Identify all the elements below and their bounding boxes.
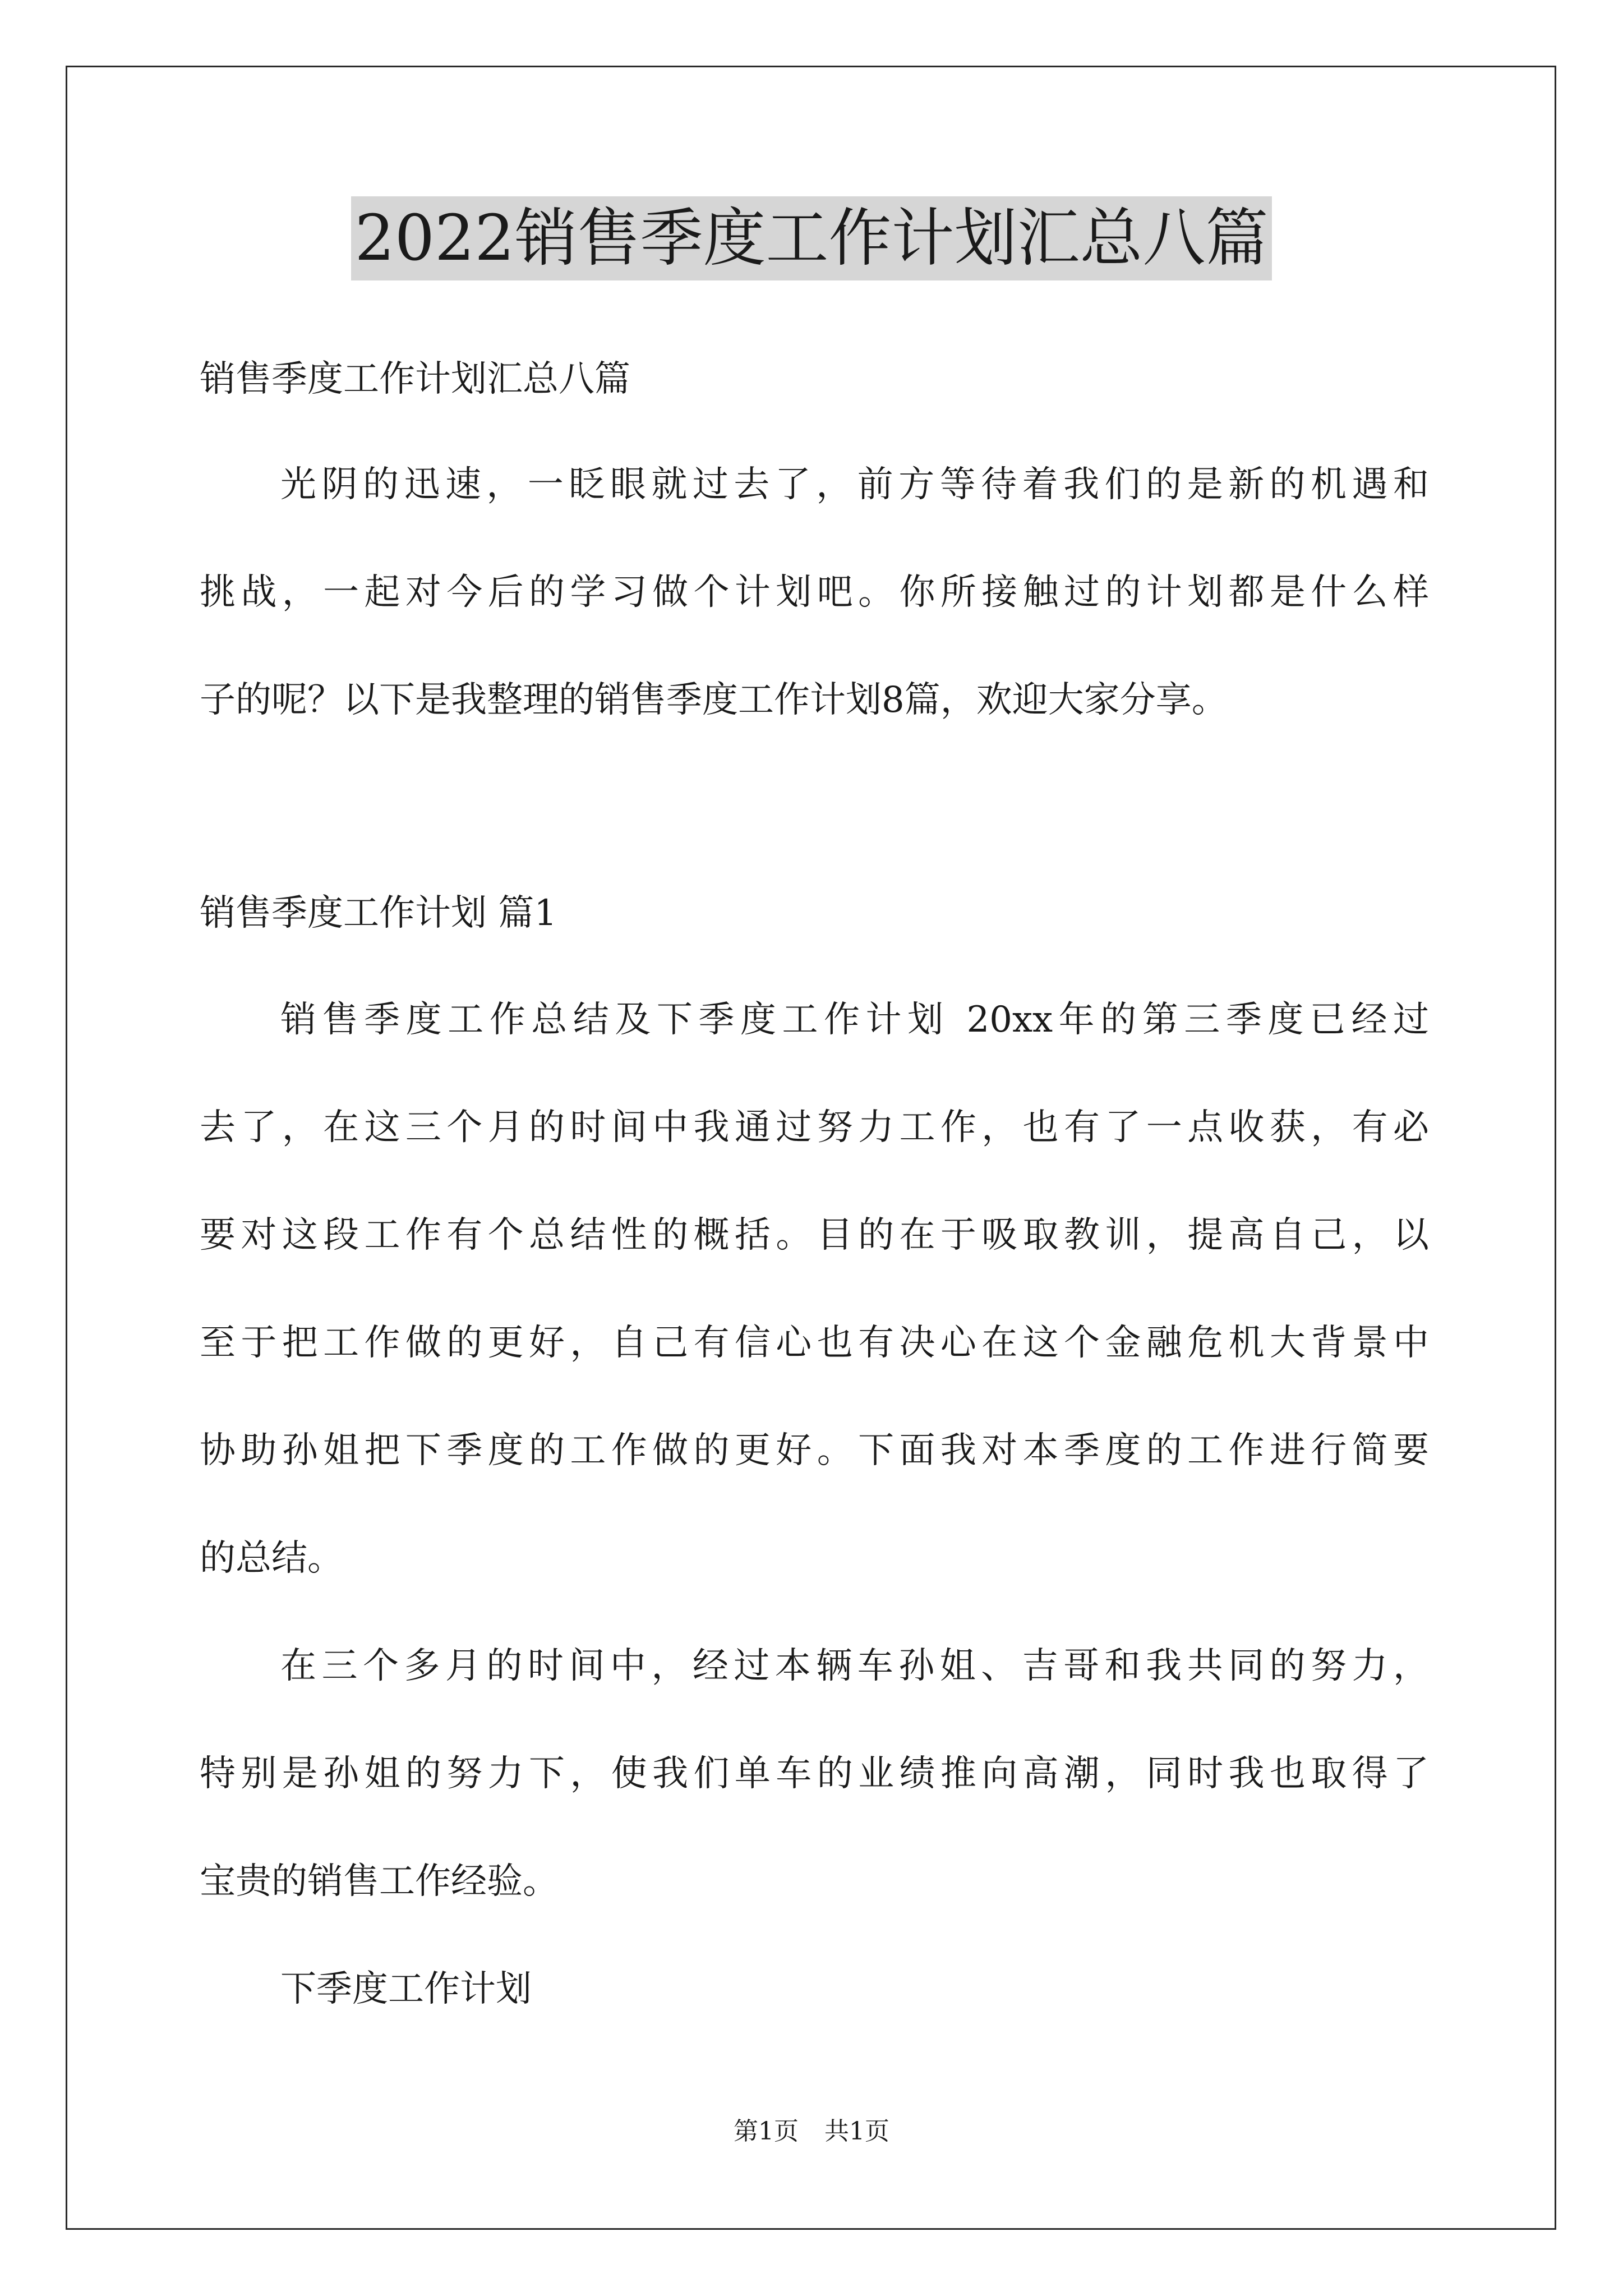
sub-heading: 下季度工作计划 xyxy=(280,1968,532,2010)
para1-line-4: 至于把工作做的更好，自己有信心也有决心在这个金融危机大背景中 xyxy=(200,1322,1429,1364)
document-title xyxy=(0,196,1623,280)
intro-line-2: 挑战，一起对今后的学习做个计划吧。你所接触过的计划都是什么样 xyxy=(200,572,1429,613)
para1-line-3: 要对这段工作有个总结性的概括。目的在于吸取教训，提高自己，以 xyxy=(200,1214,1429,1256)
section-heading: 销售季度工作计划 篇1 xyxy=(200,892,557,934)
para1-line-2: 去了，在这三个月的时间中我通过努力工作，也有了一点收获，有必 xyxy=(200,1107,1429,1148)
para1-line-5: 协助孙姐把下季度的工作做的更好。下面我对本季度的工作进行简要 xyxy=(200,1430,1429,1471)
para2-line-2: 特别是孙姐的努力下，使我们单车的业绩推向高潮，同时我也取得了 xyxy=(200,1753,1429,1795)
para2-line-3: 宝贵的销售工作经验。 xyxy=(200,1861,559,1902)
page-footer xyxy=(0,2115,1623,2148)
para1-line-6: 的总结。 xyxy=(200,1538,343,1579)
intro-line-3: 子的呢？以下是我整理的销售季度工作计划8篇，欢迎大家分享。 xyxy=(200,679,1228,721)
para2-line-1: 在三个多月的时间中，经过本辆车孙姐、吉哥和我共同的努力， xyxy=(280,1645,1429,1687)
page-total: 共1页 xyxy=(824,2117,889,2146)
intro-line-1: 光阴的迅速，一眨眼就过去了，前方等待着我们的是新的机遇和 xyxy=(280,464,1429,505)
document-subtitle: 销售季度工作计划汇总八篇 xyxy=(200,358,630,400)
document-title-text: 2022销售季度工作计划汇总八篇 xyxy=(351,196,1271,280)
page-number: 第1页 xyxy=(734,2117,799,2146)
para1-line-1: 销售季度工作总结及下季度工作计划 20xx年的第三季度已经过 xyxy=(280,999,1429,1041)
